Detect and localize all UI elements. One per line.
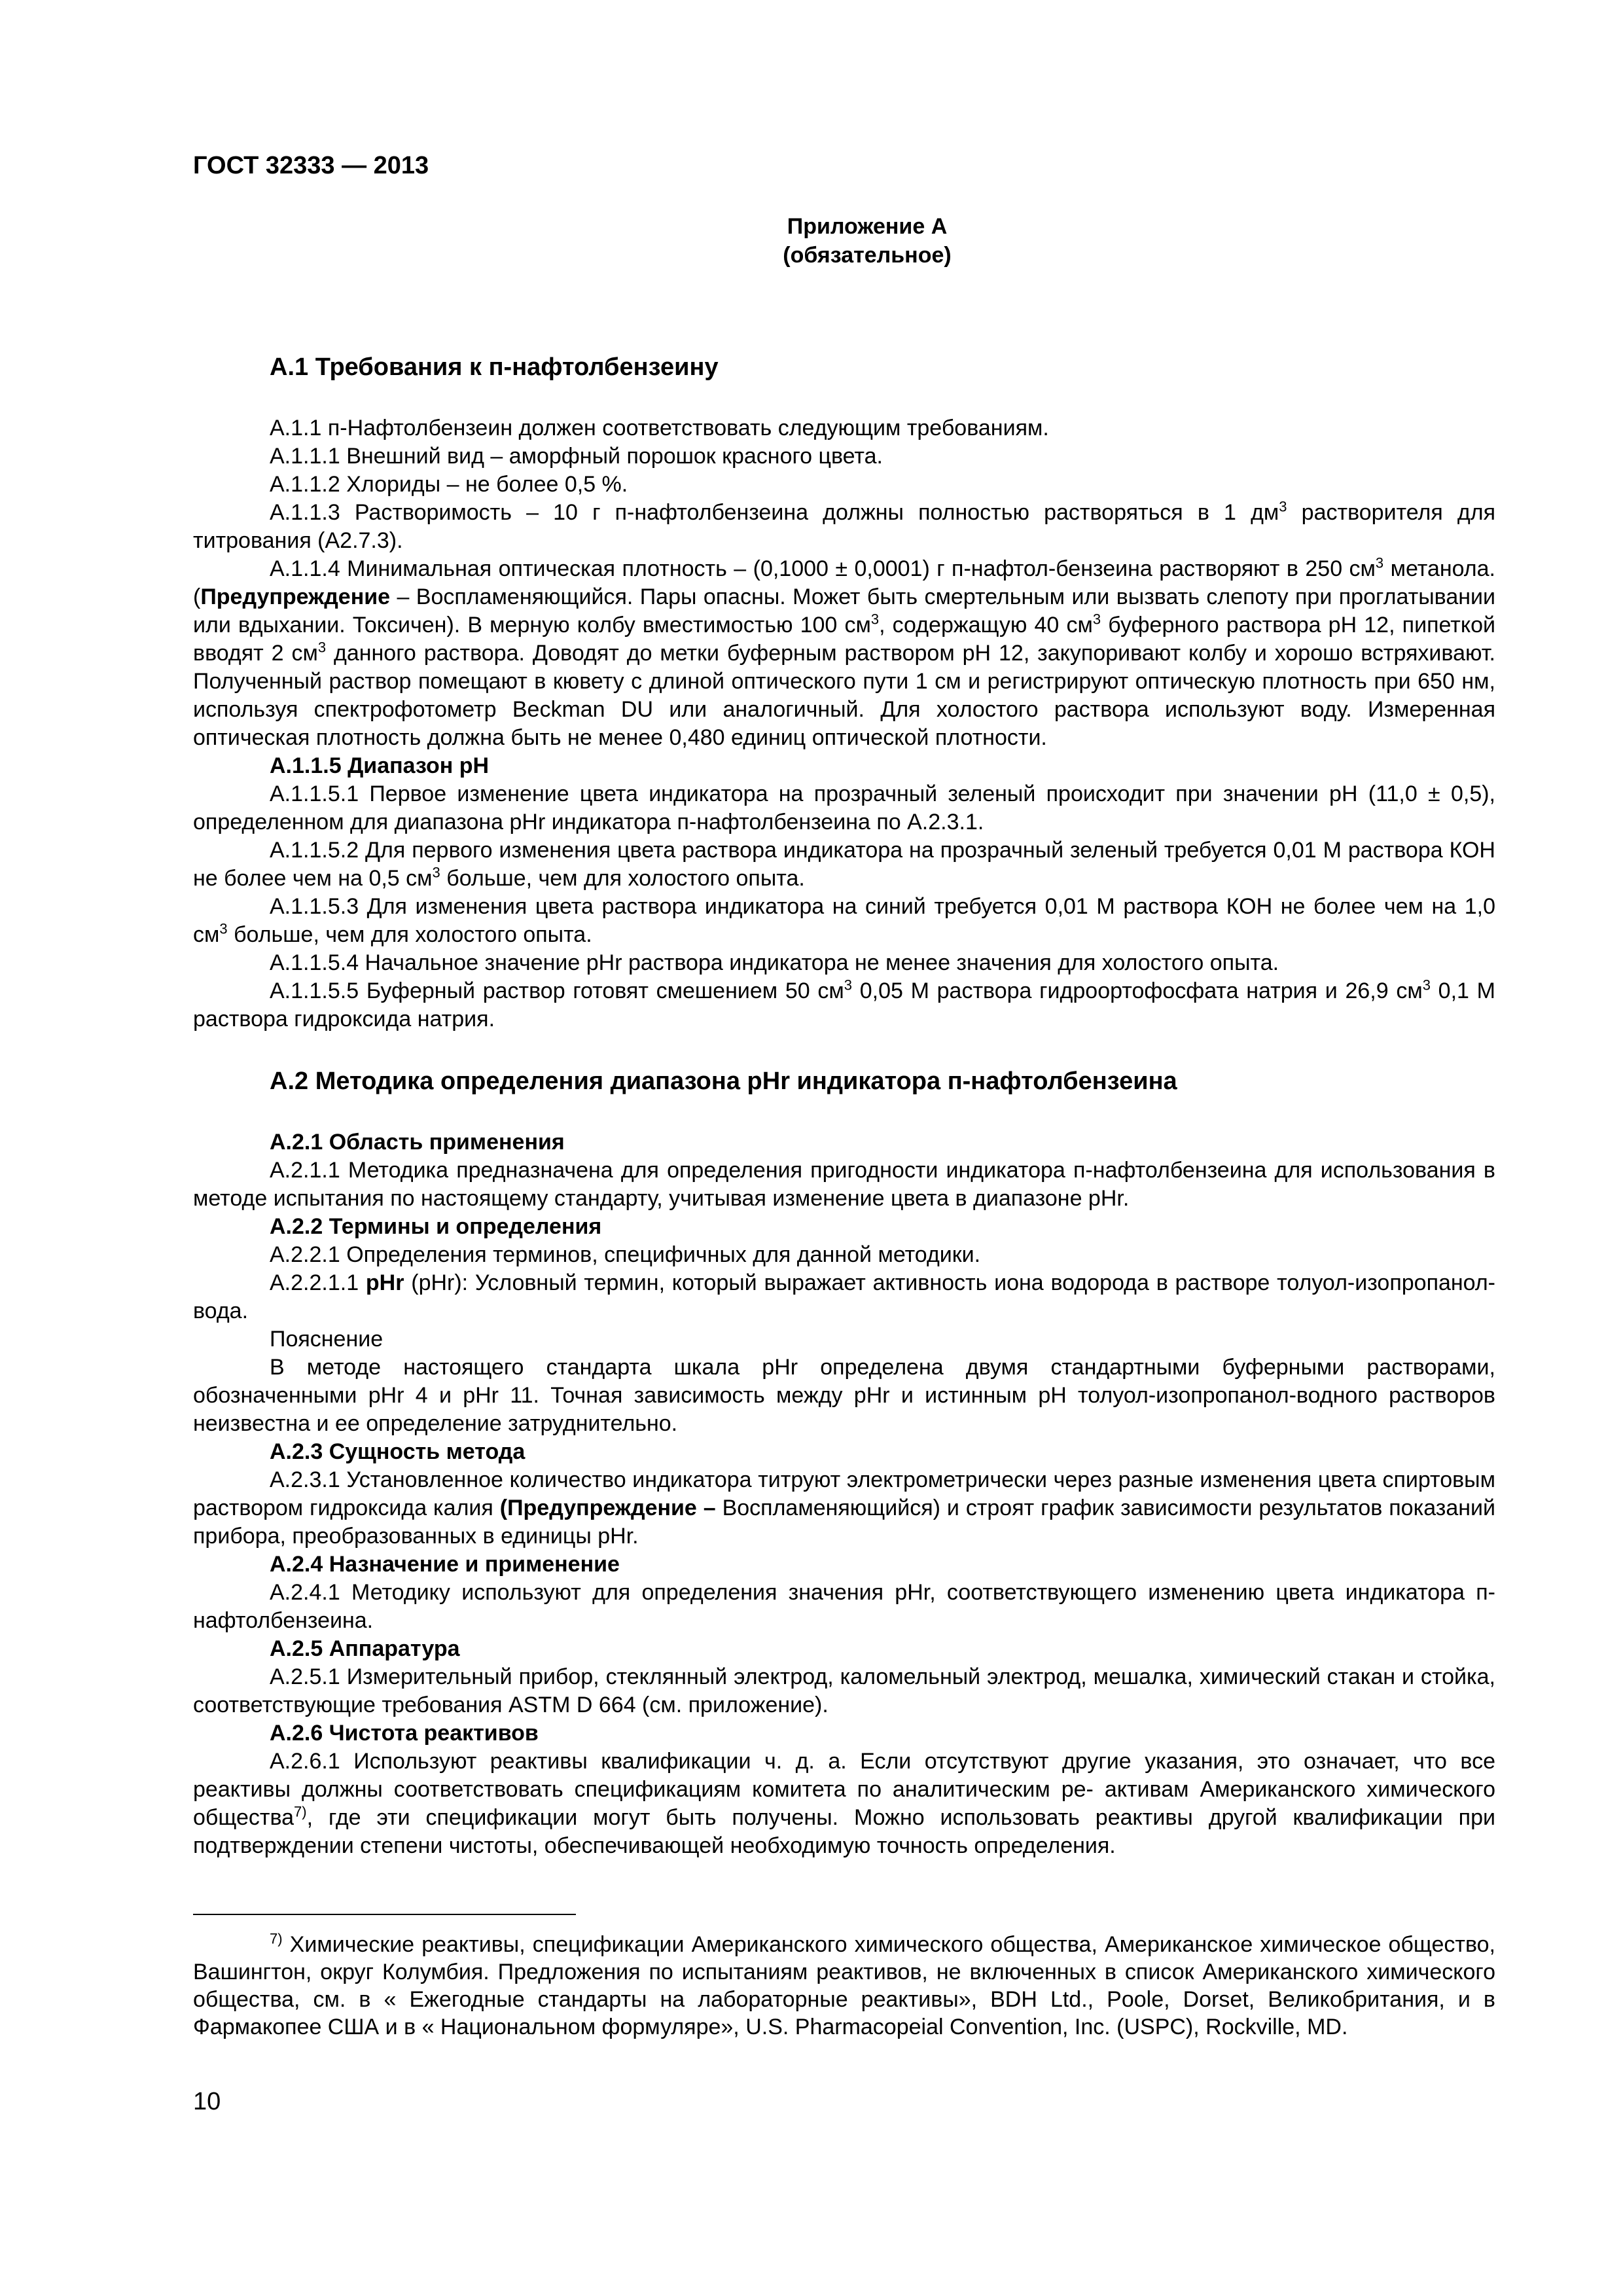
- paragraph: А.1.1.5.5 Буферный раствор готовят смешением 50 $см^3$ 0,05 М раствора гидроортофосфата натрия и 26,9 $см^3$ 0,1 М раствора гидроксида натрия.: [193, 977, 1495, 1031]
- subsection-heading: А.2.6 Чистота реактивов: [270, 1721, 539, 1746]
- footnote: [193, 1931, 1495, 2041]
- paragraph: А.1.1 п-Нафтолбензеин должен соответствовать следующим требованиям.: [270, 416, 1049, 440]
- paragraph: А.1.1.5.4 Начальное значение pHr раствора индикатора не менее значения для холостого опыта.: [270, 950, 1279, 975]
- annex-status: (обязательное): [783, 243, 952, 268]
- footnote-mark: 7): [270, 1930, 283, 1947]
- subsection-heading: А.2.2 Термины и определения: [270, 1214, 602, 1239]
- section-a2-heading: А.2 Методика определения диапазона pHr индикатора п-нафтолбензеина: [270, 1067, 1177, 1095]
- paragraph: А.1.1.2 Хлориды – не более 0,5 %.: [270, 472, 628, 497]
- subsection-heading: А.2.4 Назначение и применение: [270, 1552, 620, 1577]
- paragraph: А.2.6.1 Используют реактивы квалификации ч. д. а. Если отсутствуют другие указания, это означает, что все реактивы должны соответствовать спецификациям комитета по аналитическим ре- активам Американского химического общества$^{7)}$, где эти спецификации могут быть получены. Можно использовать реактивы другой квалификации при подтверждении степени чистоты, обеспечивающей необходимую точность определения.: [193, 1749, 1496, 1858]
- annex-title-block: [720, 212, 1014, 270]
- paragraph: А.1.1.3 Растворимость – 10 г п-нафтолбензеина должны полностью растворяться в 1 $дм^3$ растворителя для титрования (А2.7.3).: [193, 498, 1495, 553]
- page-number: 10: [193, 2088, 221, 2115]
- section-a1-heading: А.1 Требования к п-нафтолбензеину: [270, 353, 719, 381]
- annex-title: Приложение А: [787, 214, 948, 239]
- subsection-heading: А.2.1 Область применения: [270, 1130, 565, 1155]
- subsection-heading: А.2.5 Аппаратура: [270, 1636, 460, 1661]
- paragraph: А.1.1.4 Минимальная оптическая плотность – (0,1000 ± 0,0001) г п-нафтол-бензеина растворяют в 250 $см^3$ метанола. (Предупреждение – Воспламеняющийся. Пары опасны. Может быть смертельным или вызвать слепоту при проглатывании или вдыхании. Токсичен). В мерную колбу вместимостью 100 $см^3$, содержащую 40 $см^3$ буферного раствора pH 12, пипеткой вводят 2 $см^3$ данного раствора. Доводят до метки буферным раствором pH 12, закупоривают колбу и хорошо встряхивают. Полученный раствор помещают в кювету с длиной оптического пути 1 см и регистрируют оптическую плотность при 650 нм, используя спектрофотометр Beckman DU или аналогичный. Для холостого раствора используют воду. Измеренная оптическая плотность должна быть не менее 0,480 единиц оптической плотности.: [193, 554, 1495, 750]
- standard-header: ГОСТ 32333 — 2013: [193, 152, 429, 179]
- paragraph: А.1.1.5.1 Первое изменение цвета индикатора на прозрачный зеленый происходит при значении pH (11,0 ± 0,5), определенном для диапазона pHr индикатора п-нафтолбензеина по А.2.3.1.: [193, 781, 1495, 834]
- paragraph: А.1.1.1 Внешний вид – аморфный порошок красного цвета.: [270, 444, 883, 469]
- paragraph: В методе настоящего стандарта шкала pHr определена двумя стандартными буферными растворами, обозначенными pHr 4 и pHr 11. Точная зависимость между pHr и истинным pH толуол-изопропанол-водного растворов неизвестна и ее определение затруднительно.: [193, 1355, 1495, 1436]
- note-label: Пояснение: [270, 1327, 383, 1352]
- paragraph: А.2.2.1.1 pHr (pHr): Условный термин, который выражает активность иона водорода в растворе толуол-изопропанол-вода.: [193, 1270, 1495, 1323]
- paragraph: А.2.2.1 Определения терминов, специфичных для данной методики.: [270, 1242, 981, 1267]
- paragraph: А.2.3.1 Установленное количество индикатора титруют электрометрически через разные изменения цвета спиртовым раствором гидроксида калия (Предупреждение – Воспламеняющийся) и строят график зависимости результатов показаний прибора, преобразованных в единицы pHr.: [193, 1467, 1495, 1549]
- paragraph: А.2.1.1 Методика предназначена для определения пригодности индикатора п-нафтолбензеина для использования в методе испытания по настоящему стандарту, учитывая изменение цвета в диапазоне pHr.: [193, 1158, 1495, 1211]
- paragraph: А.2.5.1 Измерительный прибор, стеклянный электрод, каломельный электрод, мешалка, химический стакан и стойка, соответствующие требования ASTM D 664 (см. приложение).: [193, 1664, 1495, 1717]
- subsection-heading: А.1.1.5 Диапазон pH: [270, 753, 490, 778]
- paragraph: А.1.1.5.2 Для первого изменения цвета раствора индикатора на прозрачный зеленый требуется 0,01 М раствора КОН не более чем на 0,5 $см^3$ больше, чем для холостого опыта.: [193, 838, 1495, 891]
- footnote-separator: [193, 1914, 576, 1915]
- paragraph: А.1.1.5.3 Для изменения цвета раствора индикатора на синий требуется 0,01 М раствора КОН не более чем на 1,0 $см^3$ больше, чем для холостого опыта.: [193, 894, 1495, 947]
- paragraph: А.2.4.1 Методику используют для определения значения pHr, соответствующего изменению цвета индикатора п-нафтолбензеина.: [193, 1580, 1495, 1633]
- subsection-heading: А.2.3 Сущность метода: [270, 1439, 526, 1464]
- footnote-text: $^{7)}$ Химические реактивы, спецификации Американского химического общества, Американское химическое общество, Вашингтон, округ Колумбия. Предложения по испытаниям реактивов, не включенных в список Американского химического общества, см. в « Ежегодные стандарты на лабораторные реактивы», BDH Ltd., Poole, Dorset, Великобритания, и в Фармакопее США и в « Национальном формуляре», U.S. Pharmacopeial Convention, Inc. (USPC), Rockville, MD.: [193, 1930, 1495, 2039]
- document-body: [193, 353, 1495, 1860]
